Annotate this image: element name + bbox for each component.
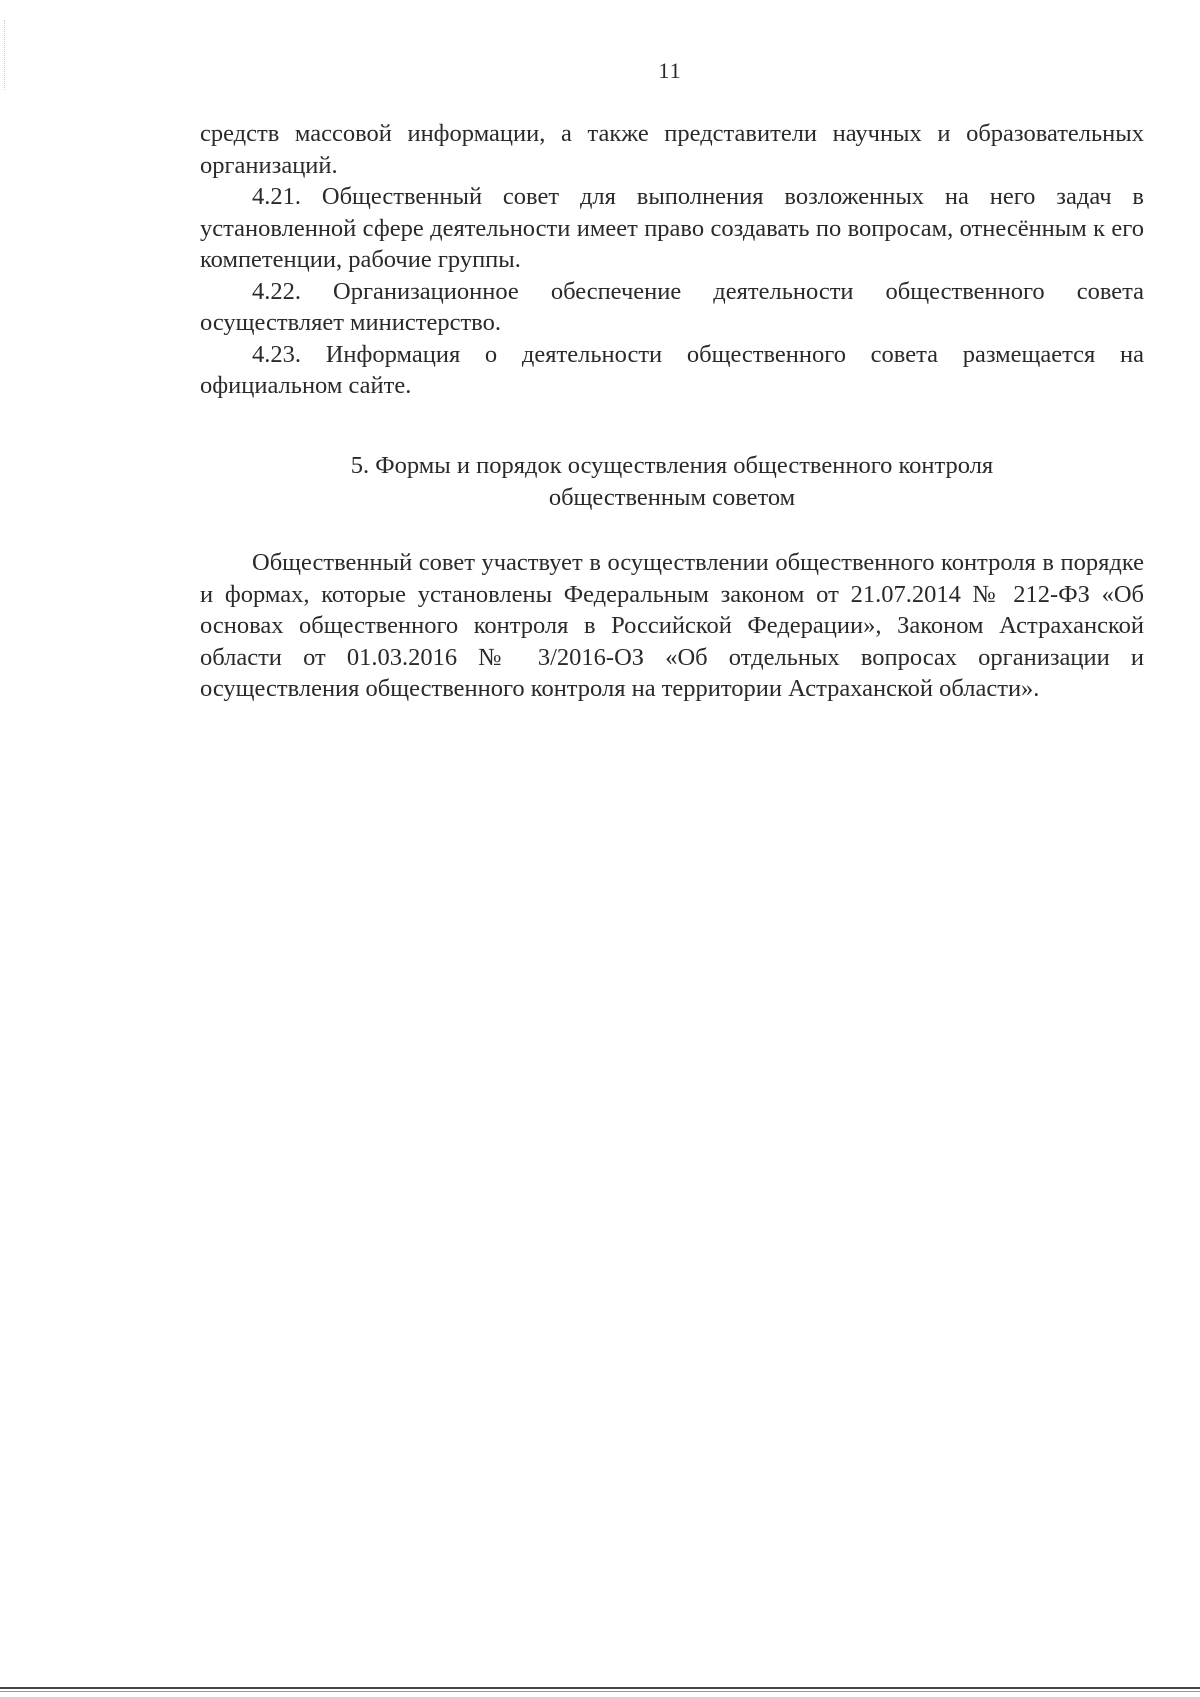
scan-bottom-edge-shadow	[0, 1691, 1200, 1692]
section-heading-line-1: 5. Формы и порядок осуществления общественного контроля	[350, 452, 994, 479]
top-text-block	[200, 118, 1144, 402]
scan-bottom-edge	[0, 1687, 1200, 1689]
paragraph-4-21: 4.21. Общественный совет для выполнения возложенных на него задач в установленной сфере деятельности имеет право создавать по вопросам, отнесённым к его компетенции, рабочие группы.	[200, 183, 1144, 273]
paragraph-4-22: 4.22. Организационное обеспечение деятельности общественного совета осуществляет министерство.	[200, 277, 1144, 336]
section-heading-line-2: общественным советом	[548, 483, 796, 511]
paragraph-4-23: 4.23. Информация о деятельности общественного совета размещается на официальном сайте.	[200, 340, 1144, 399]
page-number: 11	[658, 58, 682, 83]
paragraph-section-5: Общественный совет участвует в осуществлении общественного контроля в порядке и формах, которые установлены Федеральным законом от 21.07.2014 № 212-ФЗ «Об основах общественного контроля в Российской Федерации», Законом Астраханской области от 01.03.2016 № 3/2016-ОЗ «Об отдельных вопросах организации и осуществления общественного контроля на территории Астраханской области».	[200, 549, 1144, 702]
paragraph-continuation: средств массовой информации, а также представители научных и образовательных организаций.	[200, 120, 1144, 179]
section-heading	[200, 450, 1144, 513]
section-body	[200, 547, 1144, 705]
